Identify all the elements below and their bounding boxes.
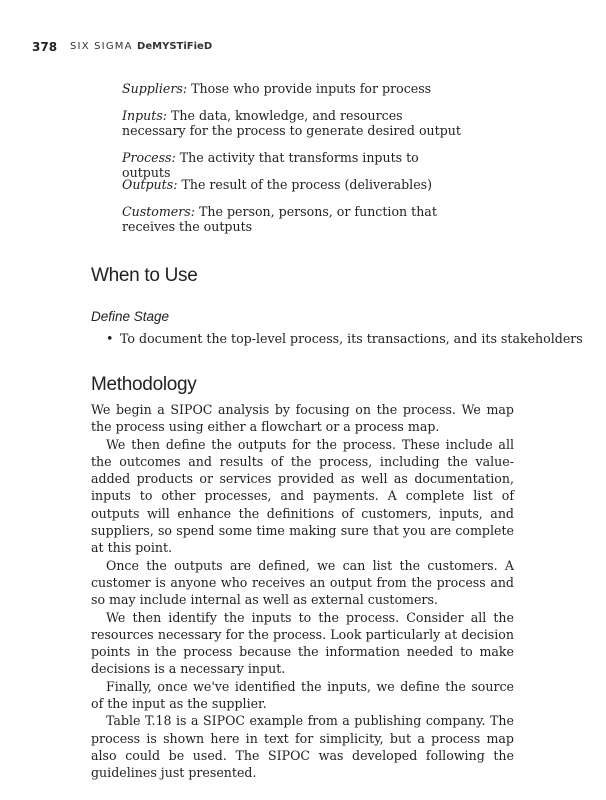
running-head-book-word: DeMYSTiFieD: [137, 41, 213, 52]
paragraph: We then identify the inputs to the process. Consider all the resources necessary for the process. Look particularly at decision points in the process because the information needed to make decisions is a necessary input.: [91, 609, 514, 677]
definition-text: Those who provide inputs for process: [187, 81, 432, 96]
paragraph: We then define the outputs for the process. These include all the outcomes and results of the process, including the value-added products or services provided as well as documentation, inputs to other processes, and payments. A complete list of outputs will enhance the definitions of customers, inputs, and suppliers, so spend some time making sure that you are complete at this point.: [91, 436, 514, 556]
page-number: 378: [32, 40, 58, 54]
bullet-icon: •: [106, 331, 114, 346]
definition-outputs: [122, 177, 462, 192]
definition-text: The person, persons, or function that receives the outputs: [122, 204, 437, 234]
definition-inputs: [122, 108, 462, 138]
definition-term: Outputs:: [122, 177, 178, 192]
methodology-body: [91, 401, 514, 782]
definition-term: Suppliers:: [122, 81, 188, 96]
definition-term: Process:: [122, 150, 176, 165]
definition-text: The data, knowledge, and resources necessary for the process to generate desired output: [122, 108, 461, 138]
definition-process: [122, 150, 462, 180]
subheading-define-stage: Define Stage: [91, 309, 170, 324]
definition-term: Inputs:: [122, 108, 168, 123]
definition-term: Customers:: [122, 204, 195, 219]
section-heading-when-to-use: When to Use: [91, 265, 198, 286]
running-head: [70, 41, 212, 52]
definition-text: The activity that transforms inputs to outputs: [122, 150, 419, 180]
bullet-item: [106, 331, 583, 346]
definition-text: The result of the process (deliverables): [177, 177, 433, 192]
paragraph: Finally, once we've identified the inputs, we define the source of the input as the supplier.: [91, 678, 514, 712]
definition-suppliers: [122, 81, 462, 96]
paragraph: We begin a SIPOC analysis by focusing on the process. We map the process using either a flowchart or a process map.: [91, 402, 514, 435]
section-heading-methodology: Methodology: [91, 374, 197, 395]
paragraph: Once the outputs are defined, we can list the customers. A customer is anyone who receives an output from the process and so may include internal as well as external customers.: [91, 557, 514, 608]
bullet-text: To document the top-level process, its transactions, and its stakeholders: [120, 331, 583, 346]
running-head-title: SIX SIGMA: [70, 41, 133, 52]
paragraph: Table T.18 is a SIPOC example from a publishing company. The process is shown here in text for simplicity, but a process map also could be used. The SIPOC was developed following the guidelines just presented.: [91, 713, 514, 781]
definition-customers: [122, 204, 462, 234]
